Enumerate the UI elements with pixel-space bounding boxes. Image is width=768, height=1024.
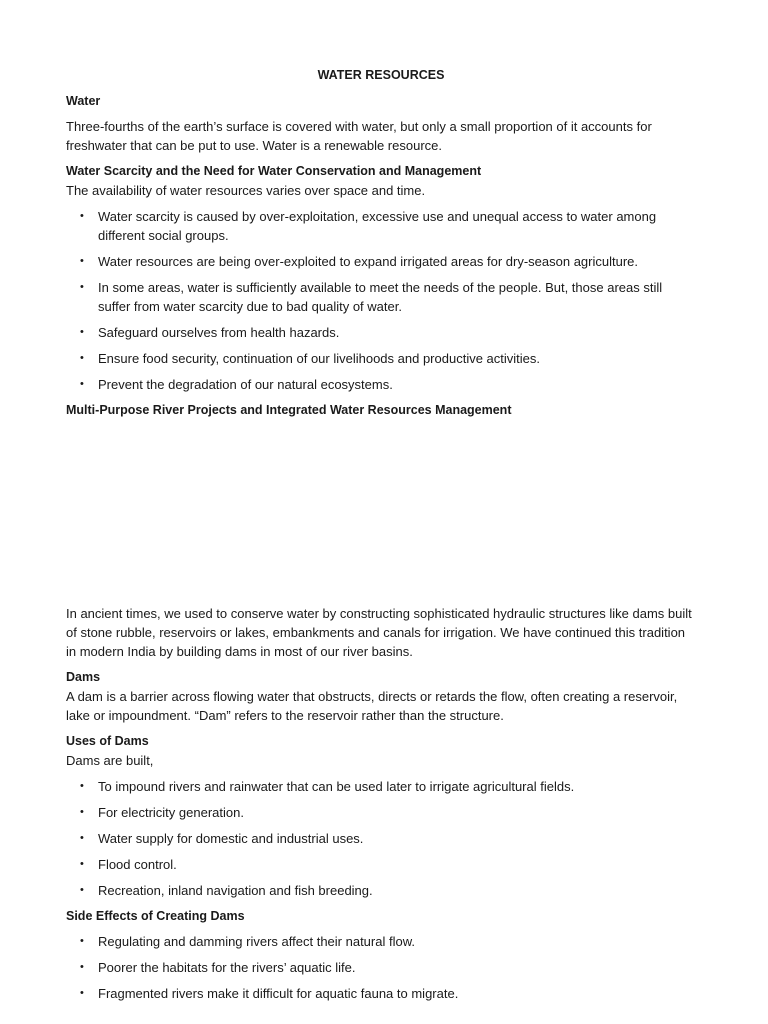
blank-figure-area: [66, 426, 696, 604]
list-item: • Ensure food security, continuation of our livelihoods and productive activities.: [66, 349, 696, 368]
river-projects-paragraph: In ancient times, we used to conserve water by constructing sophisticated hydraulic structures like dams built of stone rubble, reservoirs or lakes, embankments and canals for irrigation. We have continued this tradition in modern India by building dams in most of our river basins.: [66, 606, 692, 659]
list-item: • For electricity generation.: [66, 803, 696, 822]
list-item: • Poorer the habitats for the rivers’ aquatic life.: [66, 958, 696, 977]
document-page: [66, 66, 696, 1010]
list-item: • Fragmented rivers make it difficult for aquatic fauna to migrate.: [66, 984, 696, 1003]
document-title: WATER RESOURCES: [317, 68, 445, 82]
list-item: • Recreation, inland navigation and fish breeding.: [66, 881, 696, 900]
list-item: • Regulating and damming rivers affect their natural flow.: [66, 932, 696, 951]
scarcity-bullet-list: [66, 207, 696, 394]
water-paragraph: Three-fourths of the earth’s surface is covered with water, but only a small proportion of it accounts for freshwater that can be put to use. Water is a renewable resource.: [66, 119, 652, 153]
list-item: • Water resources are being over-exploited to expand irrigated areas for dry-season agriculture.: [66, 252, 696, 271]
list-item: • Water scarcity is caused by over-exploitation, excessive use and unequal access to water among different social groups.: [66, 207, 696, 245]
list-item: • Water supply for domestic and industrial uses.: [66, 829, 696, 848]
heading-water: Water: [66, 94, 101, 108]
heading-river-projects: Multi-Purpose River Projects and Integrated Water Resources Management: [66, 403, 512, 417]
heading-uses-of-dams: Uses of Dams: [66, 734, 149, 748]
heading-water-scarcity: Water Scarcity and the Need for Water Conservation and Management: [66, 164, 482, 178]
dams-paragraph: A dam is a barrier across flowing water that obstructs, directs or retards the flow, often creating a reservoir, lake or impoundment. “Dam” refers to the reservoir rather than the structure.: [66, 689, 678, 723]
list-item: • Safeguard ourselves from health hazards.: [66, 323, 696, 342]
list-item: • In some areas, water is sufficiently available to meet the needs of the people. But, those areas still suffer from water scarcity due to bad quality of water.: [66, 278, 696, 316]
uses-bullet-list: [66, 777, 696, 900]
list-item: • Prevent the degradation of our natural ecosystems.: [66, 375, 696, 394]
side-effects-bullet-list: [66, 932, 696, 1003]
heading-dams: Dams: [66, 670, 101, 684]
list-item: • Flood control.: [66, 855, 696, 874]
scarcity-intro: The availability of water resources varies over space and time.: [66, 183, 426, 198]
uses-intro: Dams are built,: [66, 753, 154, 768]
list-item: • To impound rivers and rainwater that can be used later to irrigate agricultural fields.: [66, 777, 696, 796]
heading-side-effects: Side Effects of Creating Dams: [66, 909, 245, 923]
